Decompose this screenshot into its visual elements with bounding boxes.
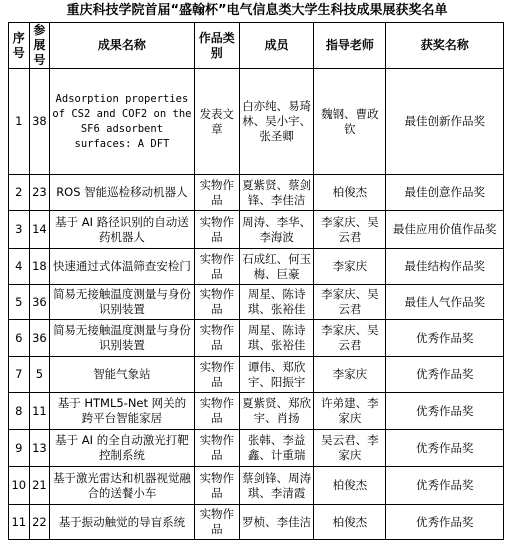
cell-no: 10	[9, 467, 30, 505]
cell-prize: 最佳应用价值作品奖	[386, 211, 504, 249]
cell-id: 23	[29, 175, 50, 211]
table-row	[9, 211, 504, 249]
cell-id: 13	[29, 430, 50, 467]
cell-advisor: 许弟建、李家庆	[314, 393, 386, 430]
cell-type: 实物作品	[194, 430, 239, 467]
table-row	[9, 175, 504, 211]
cell-prize: 优秀作品奖	[386, 505, 504, 540]
cell-advisor: 柏俊杰	[314, 505, 386, 540]
header-members: 成员	[240, 23, 314, 69]
cell-id: 38	[29, 69, 50, 175]
cell-advisor: 柏俊杰	[314, 467, 386, 505]
cell-id: 14	[29, 211, 50, 249]
cell-advisor: 李家庆、吴云君	[314, 211, 386, 249]
cell-members: 周星、陈诗琪、张裕佳	[240, 285, 314, 320]
cell-type: 实物作品	[194, 467, 239, 505]
cell-members: 白亦纯、易琦林、吴小宇、张圣卿	[240, 69, 314, 175]
cell-prize: 最佳创新作品奖	[386, 69, 504, 175]
table-row	[9, 320, 504, 357]
page-title: 重庆科技学院首届“盛翰杯”电气信息类大学生科技成果展获奖名单	[66, 3, 448, 18]
cell-id: 36	[29, 285, 50, 320]
cell-members: 石成红、何玉梅、巨豪	[240, 249, 314, 285]
cell-id: 21	[29, 467, 50, 505]
table-row	[9, 285, 504, 320]
cell-advisor: 李家庆、吴云君	[314, 285, 386, 320]
cell-advisor: 李家庆、吴云君	[314, 320, 386, 357]
cell-advisor: 魏钢、曹政钦	[314, 69, 386, 175]
cell-prize: 最佳结构作品奖	[386, 249, 504, 285]
cell-members: 蔡剑锋、周涛琪、李清霞	[240, 467, 314, 505]
cell-advisor: 柏俊杰	[314, 175, 386, 211]
cell-name: 基于 HTML5-Net 网关的跨平台智能家居	[50, 393, 194, 430]
cell-type: 实物作品	[194, 175, 239, 211]
awards-table	[8, 22, 504, 540]
cell-no: 7	[9, 357, 30, 393]
cell-type: 实物作品	[194, 249, 239, 285]
header-id: 参展号	[29, 23, 50, 69]
cell-members: 周星、陈诗琪、张裕佳	[240, 320, 314, 357]
cell-no: 5	[9, 285, 30, 320]
header-type: 作品类别	[194, 23, 239, 69]
cell-name: Adsorption properties of CS2 and COF2 on the SF6 adsorbent surfaces: A DFT	[50, 69, 194, 175]
cell-type: 实物作品	[194, 320, 239, 357]
cell-name: 基于振动触觉的导盲系统	[50, 505, 194, 540]
cell-name: 简易无接触温度测量与身份识别装置	[50, 285, 194, 320]
cell-no: 1	[9, 69, 30, 175]
cell-members: 谭伟、郑欣宇、阳振宇	[240, 357, 314, 393]
cell-type: 实物作品	[194, 285, 239, 320]
cell-prize: 优秀作品奖	[386, 393, 504, 430]
table-row	[9, 505, 504, 540]
cell-name: ROS 智能巡检移动机器人	[50, 175, 194, 211]
cell-members: 夏紫贤、郑欣宇、肖扬	[240, 393, 314, 430]
header-no: 序号	[9, 23, 30, 69]
cell-type: 发表文章	[194, 69, 239, 175]
header-prize: 获奖名称	[386, 23, 504, 69]
cell-type: 实物作品	[194, 505, 239, 540]
cell-no: 3	[9, 211, 30, 249]
cell-type: 实物作品	[194, 393, 239, 430]
table-row	[9, 467, 504, 505]
table-row	[9, 393, 504, 430]
cell-advisor: 李家庆	[314, 357, 386, 393]
cell-name: 基于 AI 的全自动激光打靶控制系统	[50, 430, 194, 467]
cell-name: 简易无接触温度测量与身份识别装置	[50, 320, 194, 357]
cell-name: 基于激光雷达和机器视觉融合的送餐小车	[50, 467, 194, 505]
cell-no: 8	[9, 393, 30, 430]
cell-members: 夏紫贤、蔡剑锋、李佳洁	[240, 175, 314, 211]
header-row	[9, 23, 504, 69]
cell-prize: 最佳人气作品奖	[386, 285, 504, 320]
cell-no: 6	[9, 320, 30, 357]
cell-type: 实物作品	[194, 211, 239, 249]
cell-no: 9	[9, 430, 30, 467]
cell-advisor: 吴云君、李家庆	[314, 430, 386, 467]
table-row	[9, 430, 504, 467]
header-name: 成果名称	[50, 23, 194, 69]
cell-advisor: 李家庆	[314, 249, 386, 285]
cell-no: 11	[9, 505, 30, 540]
cell-name: 快速通过式体温筛查安检门	[50, 249, 194, 285]
cell-prize: 优秀作品奖	[386, 320, 504, 357]
cell-prize: 优秀作品奖	[386, 430, 504, 467]
cell-id: 11	[29, 393, 50, 430]
cell-id: 5	[29, 357, 50, 393]
cell-prize: 最佳创意作品奖	[386, 175, 504, 211]
cell-id: 22	[29, 505, 50, 540]
cell-no: 4	[9, 249, 30, 285]
cell-type: 实物作品	[194, 357, 239, 393]
table-row	[9, 69, 504, 175]
cell-prize: 优秀作品奖	[386, 357, 504, 393]
cell-name: 智能气象站	[50, 357, 194, 393]
cell-members: 张韩、李益鑫、计重瑞	[240, 430, 314, 467]
header-advisor: 指导老师	[314, 23, 386, 69]
table-row	[9, 249, 504, 285]
table-row	[9, 357, 504, 393]
cell-members: 罗桢、李佳洁	[240, 505, 314, 540]
cell-id: 18	[29, 249, 50, 285]
cell-prize: 优秀作品奖	[386, 467, 504, 505]
cell-name: 基于 AI 路径识别的自动送药机器人	[50, 211, 194, 249]
cell-id: 36	[29, 320, 50, 357]
cell-no: 2	[9, 175, 30, 211]
cell-members: 周涛、李华、李海波	[240, 211, 314, 249]
